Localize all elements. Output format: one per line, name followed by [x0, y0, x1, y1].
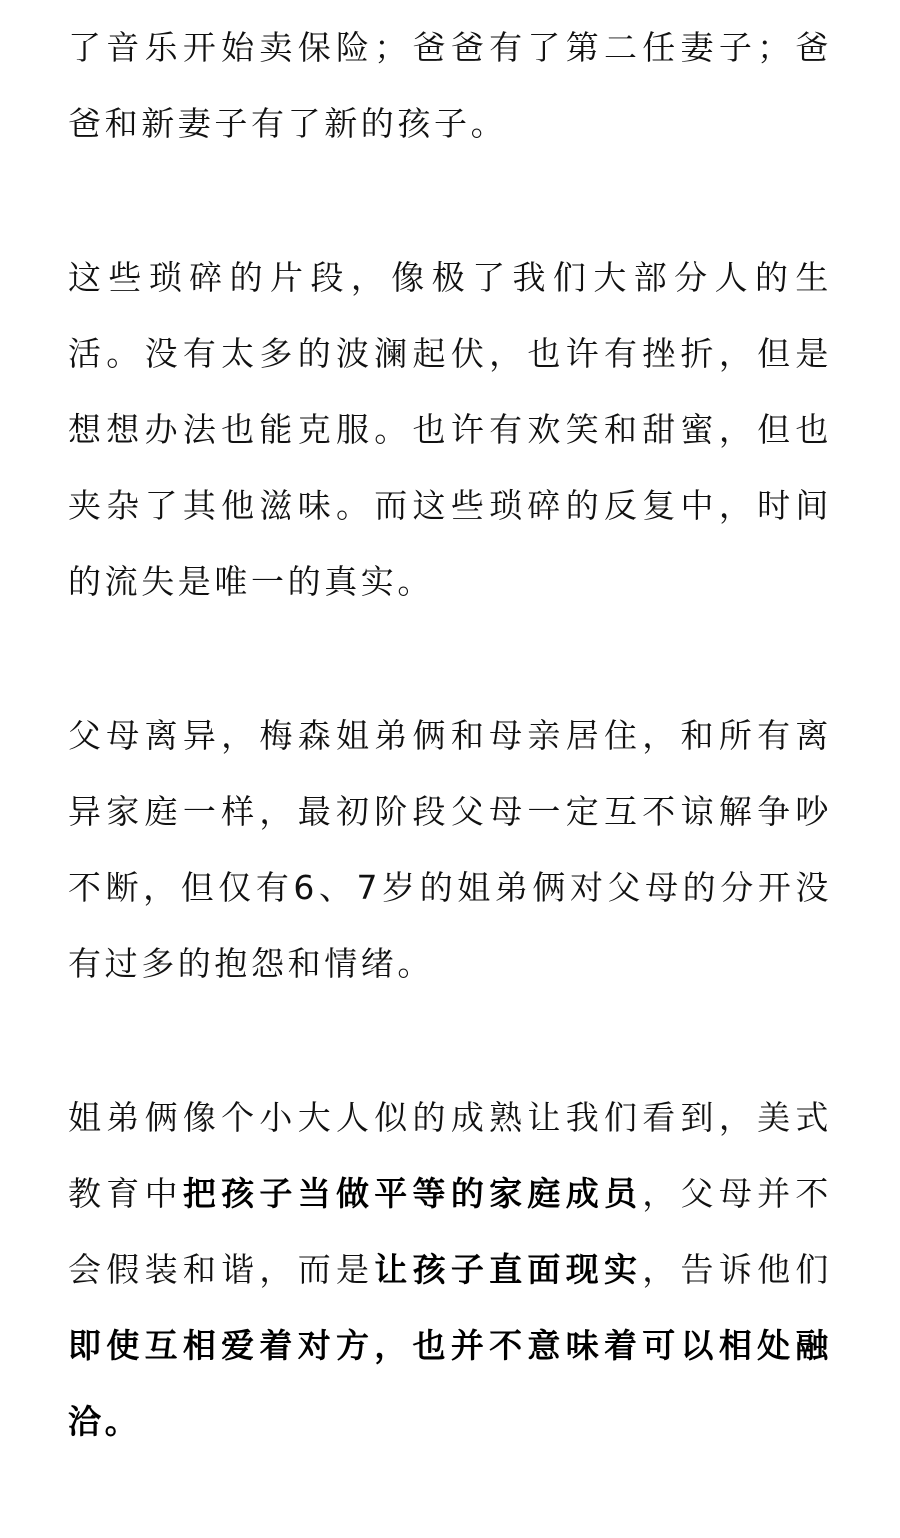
- paragraph-2: [68, 240, 832, 620]
- paragraph-2-text: 这些琐碎的片段，像极了我们大部分人的生活。没有太多的波澜起伏，也许有挫折，但是想想办法也能克服。也许有欢笑和甜蜜，但也夹杂了其他滋味。而这些琐碎的反复中，时间的流失是唯一的真实。: [68, 258, 832, 601]
- paragraph-3: [68, 698, 832, 1002]
- paragraph-3-text: 父母离异，梅森姐弟俩和母亲居住，和所有离异家庭一样，最初阶段父母一定互不谅解争吵不断，但仅有6、7岁的姐弟俩对父母的分开没有过多的抱怨和情绪。: [68, 716, 832, 983]
- paragraph-4-bold-equal-members: 把孩子当做平等的家庭成员: [182, 1174, 643, 1213]
- paragraph-1: [68, 10, 832, 162]
- paragraph-1-text: 了音乐开始卖保险；爸爸有了第二任妻子；爸爸和新妻子有了新的孩子。: [68, 28, 832, 143]
- article-body: [68, 10, 832, 1538]
- paragraph-4-text-c: ，告诉他们: [642, 1250, 832, 1289]
- paragraph-4-text-a: 姐弟俩像个小大人似的成熟让我们看到，美式教育中: [68, 1098, 832, 1213]
- paragraph-4-bold-conclusion: 即使互相爱着对方，也并不意味着可以相处融洽。: [68, 1326, 832, 1441]
- paragraph-4-text-b: ，父母并不会假装和谐，而是: [68, 1174, 832, 1289]
- paragraph-4-bold-face-reality: 让孩子直面现实: [374, 1250, 643, 1289]
- paragraph-4: [68, 1080, 832, 1460]
